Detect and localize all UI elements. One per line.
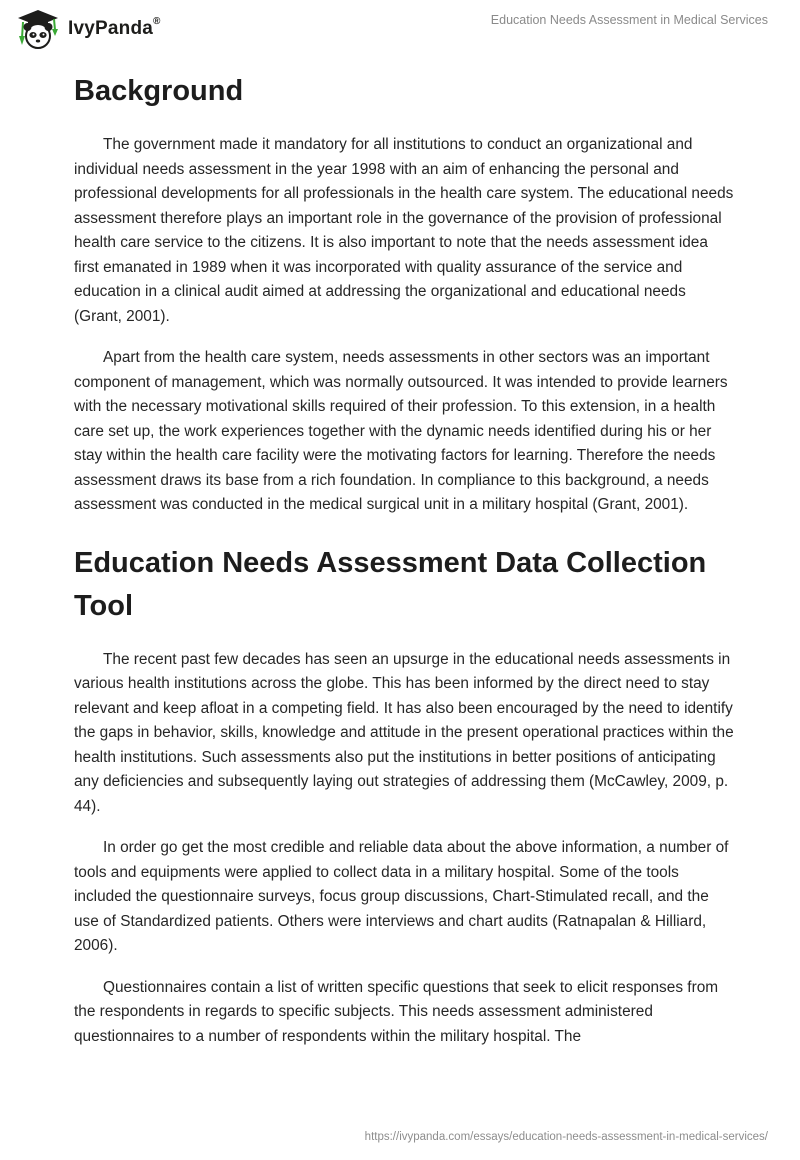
ivypanda-logo-link[interactable] <box>14 8 161 50</box>
panda-graduate-icon <box>14 8 62 50</box>
paragraph: In order go get the most credible and reliable data about the above information, a number of tools and equipments were applied to collect data in a military hospital. Some of the tools included the questionnaire surveys, focus group discussions, Chart-Stimulated recall, and the use of Standardized patients. Others were interviews and chart audits (Ratnapalan & Hilliard, 2006). <box>74 839 729 954</box>
paragraph: The government made it mandatory for all institutions to conduct an organizational and individual needs assessment in the year 1998 with an aim of enhancing the personal and professional developments for all professionals in the health care system. The educational needs assessment therefore plays an important role in the governance of the provision of professional health care service to the citizens. It is also important to note that the needs assessment idea first emanated in 1989 when it was incorporated with quality assurance of the service and education in a clinical audit aimed at addressing the organizational and educational needs (Grant, 2001). <box>74 136 734 325</box>
document-title: Education Needs Assessment in Medical Services <box>490 13 768 27</box>
brand-name <box>68 18 161 40</box>
essay-content <box>74 70 734 1066</box>
page-header <box>0 0 800 60</box>
paragraph: Questionnaires contain a list of written specific questions that seek to elicit responses from the respondents in regards to specific subjects. This needs assessment administered questionnaires to a number of respondents within the military hospital. The <box>74 978 719 1045</box>
brand-name-text: IvyPanda <box>68 18 154 39</box>
paragraph: Apart from the health care system, needs assessments in other sectors was an important component of management, which was normally outsourced. It was intended to provide learners with the necessary motivational skills required of their profession. To this extension, in a health care set up, the work experiences together with the dynamic needs identified during his or her stay within the health care facility were the motivating factors for learning. Therefore the needs assessment draws its base from a rich foundation. In compliance to this background, a needs assessment was conducted in the medical surgical unit in a military hospital (Grant, 2001). <box>74 349 728 513</box>
section-heading-background: Background <box>74 75 244 107</box>
registered-mark: ® <box>153 16 161 27</box>
section-heading-data-collection-tool: Education Needs Assessment Data Collection Tool <box>74 546 707 622</box>
source-url-link[interactable]: https://ivypanda.com/essays/education-needs-assessment-in-medical-services/ <box>364 1131 768 1143</box>
paragraph: The recent past few decades has seen an upsurge in the educational needs assessments in various health institutions across the globe. This has been informed by the direct need to stay relevant and keep afloat in a competing field. It has also been encouraged by the need to identify the gaps in behavior, skills, knowledge and attitude in the present operational practices within the health institutions. Such assessments also put the institutions in better positions of anticipating any deficiencies and subsequently laying out strategies of addressing them (McCawley, 2009, p. 44). <box>74 650 734 815</box>
